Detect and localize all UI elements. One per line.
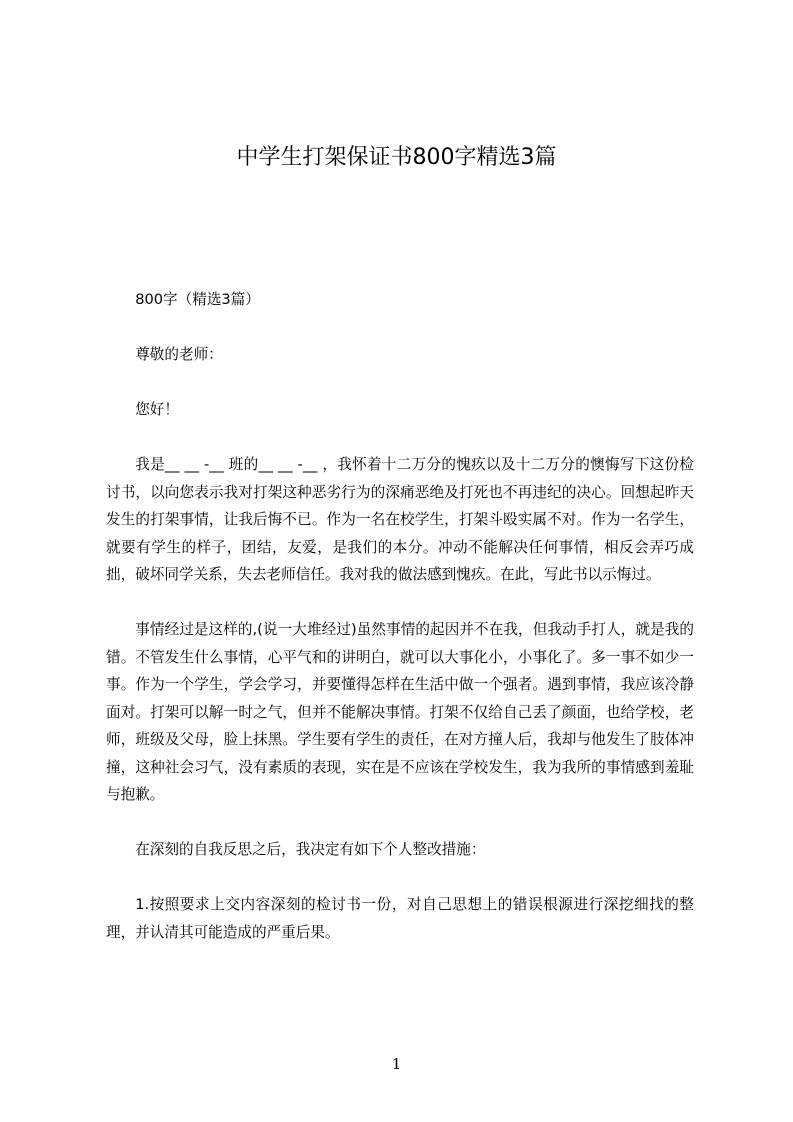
document-title: 中学生打架保证书800字精选3篇 <box>236 145 557 170</box>
paragraph-measures-intro: 在深刻的自我反思之后，我决定有如下个人整改措施： <box>135 841 486 858</box>
subtitle-line: 800字（精选3篇） <box>135 291 260 308</box>
greeting: 您好！ <box>135 401 179 418</box>
paragraph-measure-1: 1.按照要求上交内容深刻的检讨书一份，对自己思想上的错误根源进行深挖细找的整理，并认清其可能造成的严重后果。 <box>106 896 694 941</box>
document-body <box>106 286 694 946</box>
salutation: 尊敬的老师： <box>135 346 223 363</box>
paragraph-incident: 事情经过是这样的,(说一大堆经过)虽然事情的起因并不在我，但我动手打人，就是我的错。不管发生什么事情，心平气和的讲明白，就可以大事化小，小事化了。多一事不如少一事。作为一个学生，学会学习，并要懂得怎样在生活中做一个强者。遇到事情，我应该冷静面对。打架可以解一时之气，但并不能解决事情。打架不仅给自己丢了颜面，也给学校，老师，班级及父母，脸上抹黑。学生要有学生的责任，在对方撞人后，我却与他发生了肢体冲撞，这种社会习气，没有素质的表现，实在是不应该在学校发生，我为我所的事情感到羞耻与抱歉。 <box>106 621 694 803</box>
paragraph-intro: 我是__ __ -__ 班的__ __ -__ ，我怀着十二万分的愧疚以及十二万分的懊悔写下这份检讨书，以向您表示我对打架这种恶劣行为的深痛恶绝及打死也不再违纪的决心。回想起昨天发生的打架事情，让我后悔不已。作为一名在校学生，打架斗殴实属不对。作为一名学生，就要有学生的样子，团结，友爱，是我们的本分。冲动不能解决任何事情，相反会弄巧成拙，破坏同学关系，失去老师信任。我对我的做法感到愧疚。在此，写此书以示悔过。 <box>106 456 694 583</box>
page-number: 1 <box>391 1055 402 1073</box>
